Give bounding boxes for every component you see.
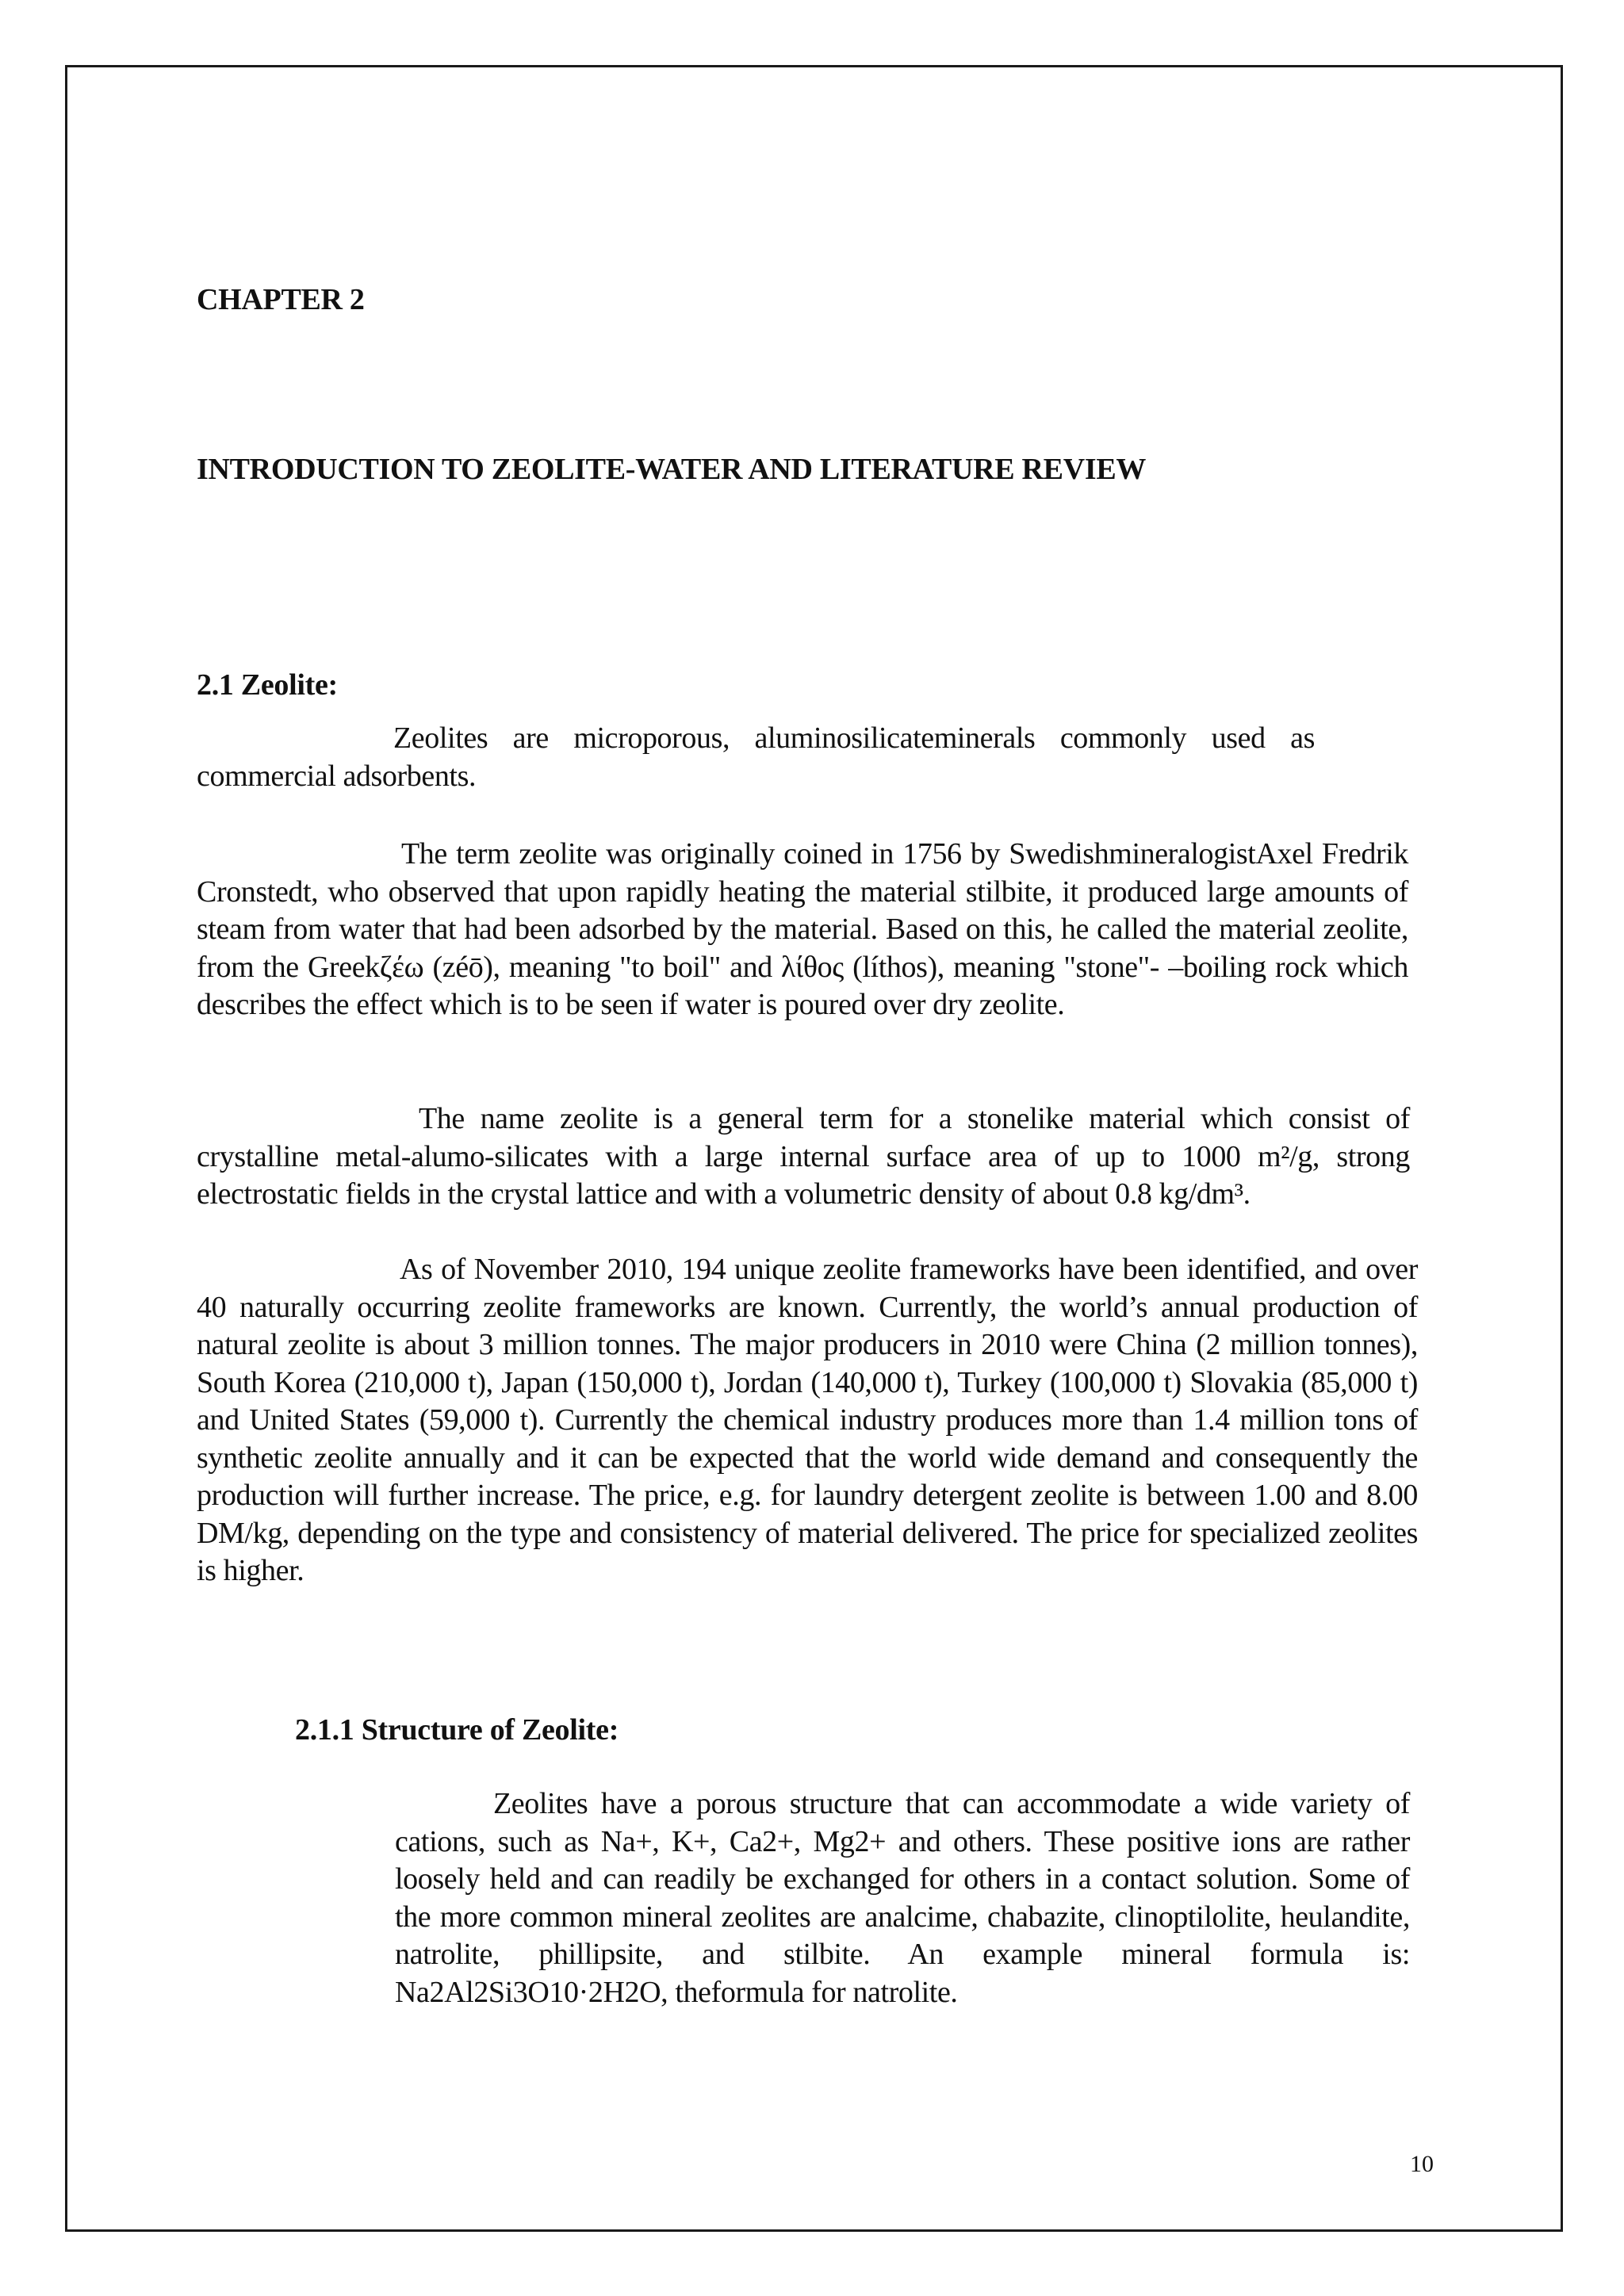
page-number: 10 <box>1410 2151 1434 2177</box>
paragraph-zeolite-definition: Zeolites are microporous, aluminosilicateminerals commonly used as commercial adsorbents. <box>197 721 1315 793</box>
section-2-1-1-heading: 2.1.1 Structure of Zeolite: <box>295 1713 619 1747</box>
paragraph-production: As of November 2010, 194 unique zeolite frameworks have been identified, and over 40 naturally occurring zeolite frameworks are known. Currently, the world’s annual production of natural zeolite is about 3 million tonnes. The major producers in 2010 were China (2 million tonnes), South Korea (210,000 t), Japan (150,000 t), Jordan (140,000 t), Turkey (100,000 t) Slovakia (85,000 t) and United States (59,000 t). Currently the chemical industry produces more than 1.4 million tons of synthetic zeolite annually and it can be expected that the world wide demand and consequently the production will further increase. The price, e.g. for laundry detergent zeolite is between 1.00 and 8.00 DM/kg, depending on the type and consistency of material delivered. The price for specialized zeolites is higher. <box>197 1253 1418 1587</box>
chapter-label: CHAPTER 2 <box>197 283 365 316</box>
paragraph-term-origin: The term zeolite was originally coined in 1756 by SwedishmineralogistAxel Fredrik Cronstedt, who observed that upon rapidly heating the material stilbite, it produced large amounts of steam from water that had been adsorbed by the material. Based on this, he called the material zeolite, from the Greekζέω (zéō), meaning "to boil" and λίθος (líthos), meaning "stone"- –boiling rock which describes the effect which is to be seen if water is poured over dry zeolite. <box>197 837 1408 1021</box>
paragraph-structure: Zeolites have a porous structure that can accommodate a wide variety of cations, such as Na+, K+, Ca2+, Mg2+ and others. These positive ions are rather loosely held and can readily be exchanged for others in a contact solution. Some of the more common mineral zeolites are analcime, chabazite, clinoptilolite, heulandite, natrolite, phillipsite, and stilbite. An example mineral formula is: Na2Al2Si3O10·2H2O, theformula for natrolite. <box>395 1787 1410 2009</box>
chapter-title: INTRODUCTION TO ZEOLITE-WATER AND LITERATURE REVIEW <box>197 453 1147 486</box>
section-2-1-heading: 2.1 Zeolite: <box>197 668 338 702</box>
paragraph-name-definition: The name zeolite is a general term for a stonelike material which consist of crystalline metal-alumo-silicates with a large internal surface area of up to 1000 m²/g, strong electrostatic fields in the crystal lattice and with a volumetric density of about 0.8 kg/dm³. <box>197 1102 1410 1211</box>
